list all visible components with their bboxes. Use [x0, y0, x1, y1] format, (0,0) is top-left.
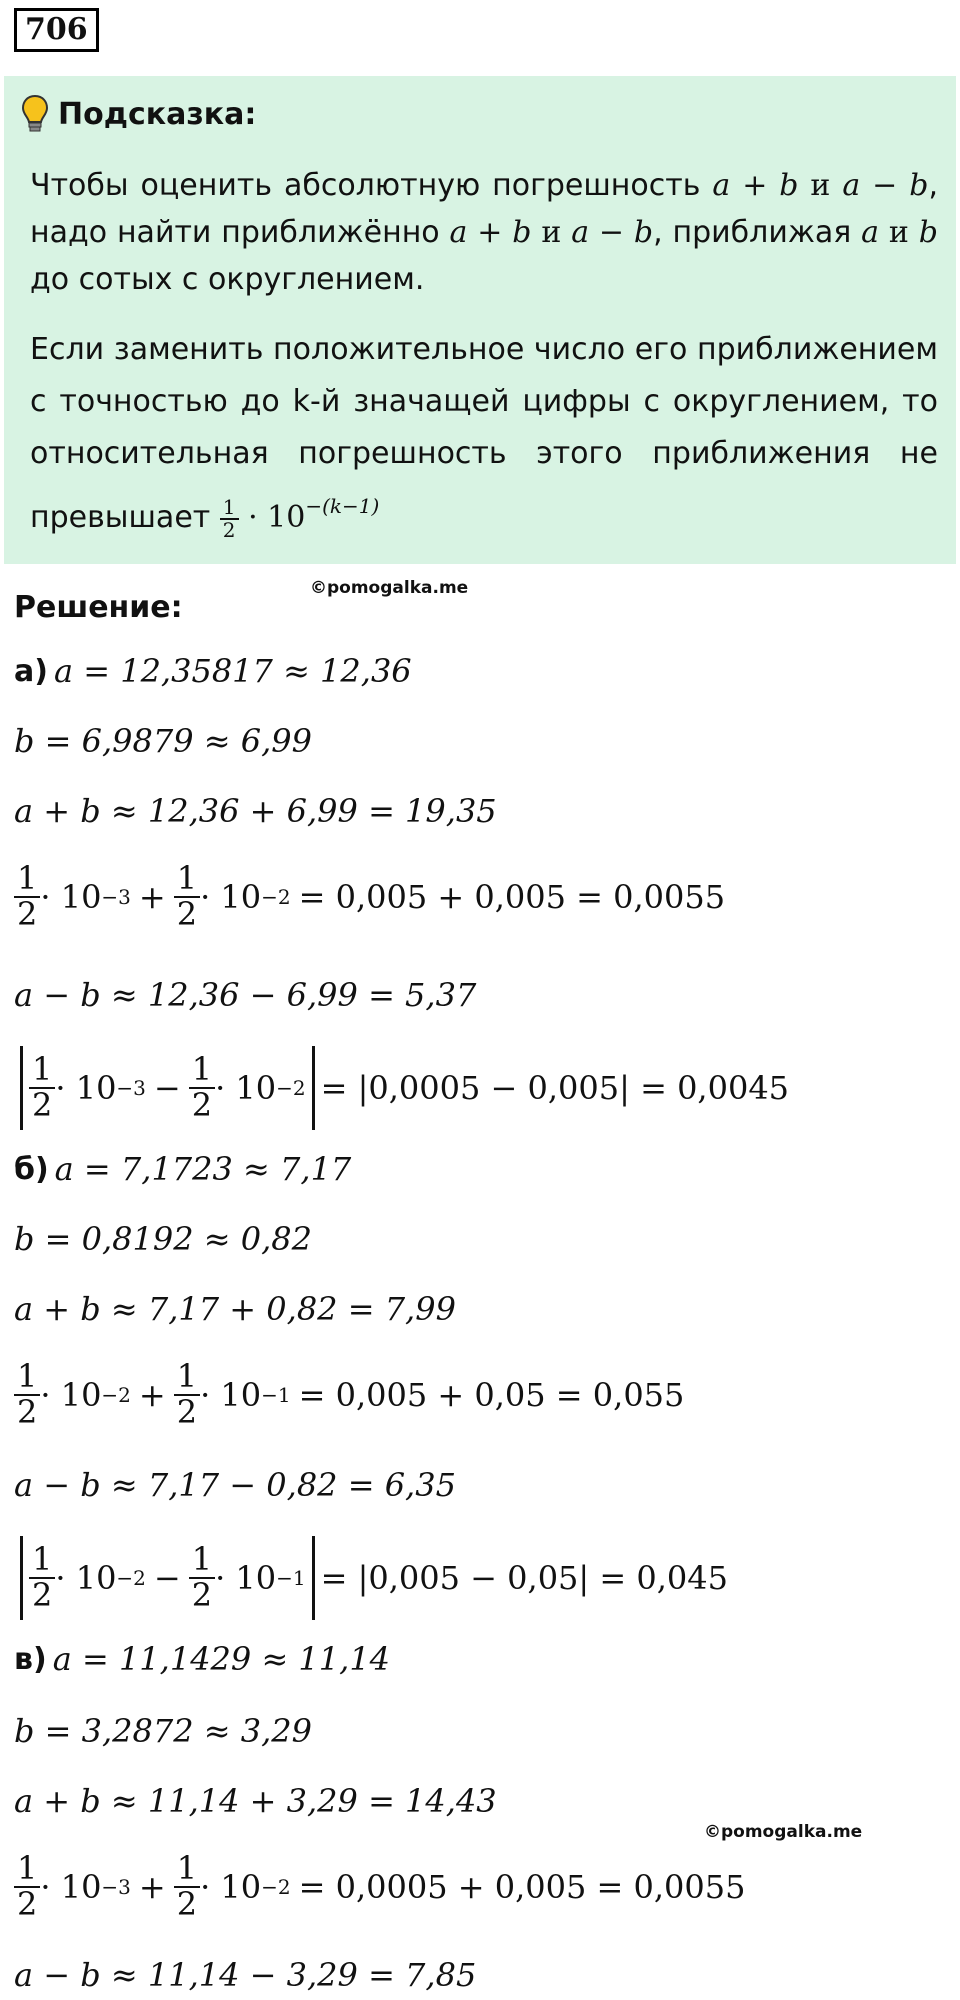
- math-expr: a + b: [449, 215, 532, 250]
- math-expr: a − b: [571, 215, 654, 250]
- solution-line: $\frac{1}{2}$ · 10 −3 + $\frac{1}{2}$ · 10 −2 = 0,0005 + 0,005 = 0,0055: [14, 1852, 745, 1921]
- fraction: $\frac{1}{2}$: [29, 1053, 55, 1122]
- fraction: $\frac{1}{2}$: [189, 1053, 215, 1122]
- abs-bar: [20, 1046, 23, 1130]
- hint-text: Чтобы оценить абсолютную погрешность: [30, 168, 701, 203]
- solution-title: Решение:: [14, 590, 183, 625]
- solution-line: $\frac{1}{2}$ · 10 −2 + $\frac{1}{2}$ · 10 −1 = 0,005 + 0,05 = 0,055: [14, 1360, 684, 1429]
- solution-line: a + b ≈ 7,17 + 0,82 = 7,99: [14, 1290, 456, 1328]
- solution-line: $\frac{1}{2}$ · 10 −2 − $\frac{1}{2}$ · 10 −1 = |0,005 − 0,05| = 0,045: [14, 1536, 728, 1620]
- fraction: $\frac{1}{2}$: [14, 1852, 40, 1921]
- hint-text: Если заменить положительное число его приближением с точностью до k-й значащей цифры с округлением, то относительная погрешность этого приближения не превышает: [30, 332, 938, 535]
- fraction: $\frac{1}{2}$: [14, 862, 40, 931]
- task-number: 706: [14, 8, 99, 52]
- watermark: ©pomogalka.me: [310, 578, 469, 598]
- hint-title: Подсказка:: [58, 96, 257, 132]
- part-label: в): [14, 1641, 47, 1677]
- solution-line: a − b ≈ 11,14 − 3,29 = 7,85: [14, 1956, 477, 1994]
- abs-bar: [20, 1536, 23, 1620]
- solution-line: в) a = 11,1429 ≈ 11,14: [14, 1640, 391, 1678]
- solution-line: b = 3,2872 ≈ 3,29: [14, 1712, 313, 1750]
- solution-line: a + b ≈ 12,36 + 6,99 = 19,35: [14, 792, 497, 830]
- hint-paragraph-1: [30, 162, 938, 303]
- abs-bar: [312, 1046, 315, 1130]
- conj: и: [810, 168, 831, 203]
- conj: и: [888, 215, 909, 250]
- power-exponent: −(k−1): [305, 494, 380, 518]
- solution-line: b = 6,9879 ≈ 6,99: [14, 722, 313, 760]
- math-expr: a: [861, 215, 880, 250]
- hint-text: , приближая: [653, 215, 852, 250]
- solution-line: a − b ≈ 7,17 − 0,82 = 6,35: [14, 1466, 456, 1504]
- fraction: $\frac{1}{2}$: [29, 1543, 55, 1612]
- math-expr: a − b: [842, 168, 929, 203]
- solution-line: $\frac{1}{2}$ · 10 −3 − $\frac{1}{2}$ · 10 −2 = |0,0005 − 0,005| = 0,0045: [14, 1046, 789, 1130]
- hint-paragraph-2: [30, 324, 938, 544]
- solution-line: б) a = 7,1723 ≈ 7,17: [14, 1150, 352, 1188]
- solution-line: b = 0,8192 ≈ 0,82: [14, 1220, 313, 1258]
- fraction: $\frac{1}{2}$: [14, 1360, 40, 1429]
- part-label: а): [14, 653, 48, 689]
- fraction: $\frac{1}{2}$: [174, 1360, 200, 1429]
- conj: и: [541, 215, 562, 250]
- part-label: б): [14, 1151, 49, 1187]
- solution-line: а) a = 12,35817 ≈ 12,36: [14, 652, 412, 690]
- solution-line: $\frac{1}{2}$ · 10 −3 + $\frac{1}{2}$ · 10 −2 = 0,005 + 0,005 = 0,0055: [14, 862, 725, 931]
- fraction: $\frac{1}{2}$: [174, 1852, 200, 1921]
- hint-box: [4, 76, 956, 564]
- hint-text: , надо найти приближённо: [30, 168, 938, 250]
- fraction: $\frac{1}{2}$: [220, 497, 239, 541]
- math-expr: a + b: [712, 168, 799, 203]
- fraction: $\frac{1}{2}$: [174, 862, 200, 931]
- solution-line: a − b ≈ 12,36 − 6,99 = 5,37: [14, 976, 477, 1014]
- solution-line: a + b ≈ 11,14 + 3,29 = 14,43: [14, 1782, 497, 1820]
- hint-text: до сотых с округлением.: [30, 262, 425, 297]
- abs-bar: [312, 1536, 315, 1620]
- power-base: · 10: [248, 500, 306, 535]
- watermark: ©pomogalka.me: [704, 1822, 863, 1842]
- lightbulb-icon: [22, 94, 48, 134]
- math-expr: b: [918, 215, 938, 250]
- hint-heading: [22, 86, 256, 142]
- fraction: $\frac{1}{2}$: [189, 1543, 215, 1612]
